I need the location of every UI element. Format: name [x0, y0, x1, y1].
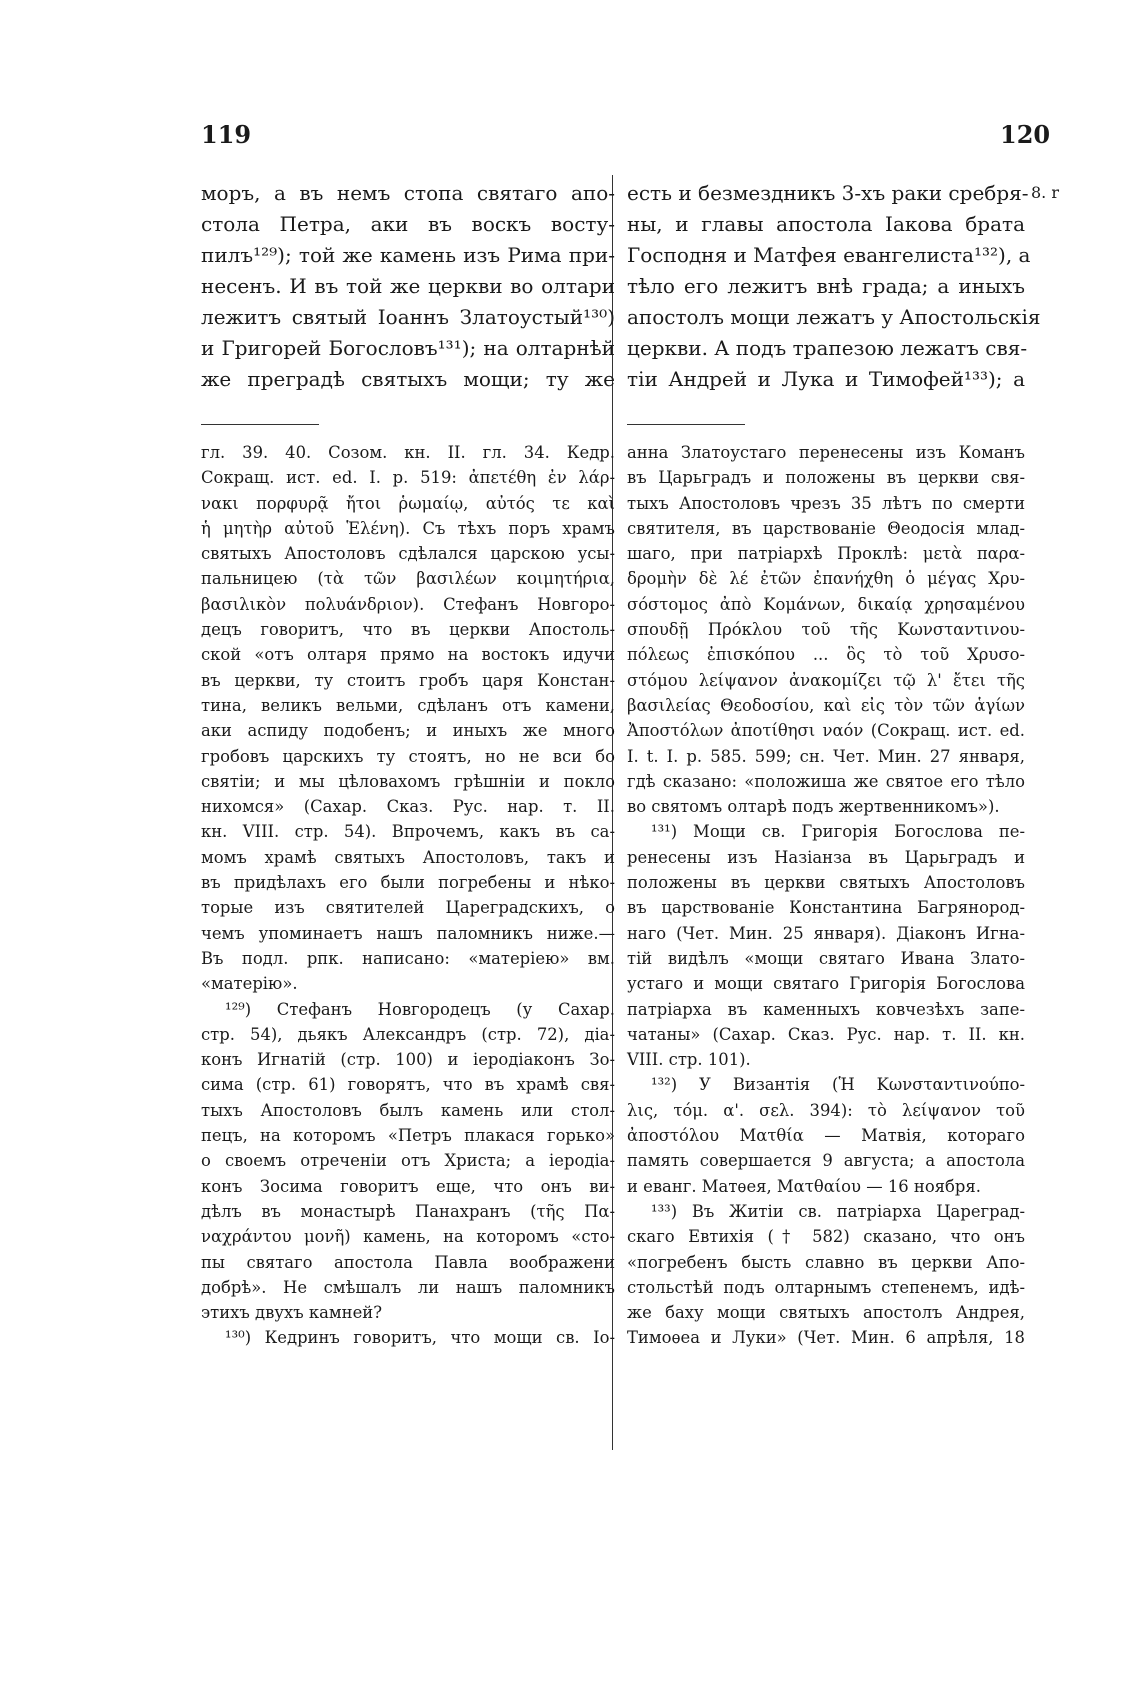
footnote-line: чатаны» (Сахар. Сказ. Рус. нар. т. II. кн.	[627, 1024, 1025, 1044]
footnote-line: децъ говоритъ, что въ церкви Апостоль-	[201, 620, 615, 640]
main-text-line: ны, и главы апостола Іакова брата	[627, 212, 1025, 236]
main-text-line: апостолъ мощи лежатъ у Апостольскія	[627, 305, 1041, 329]
footnote-line: въ царствованіе Константина Багрянород-	[627, 898, 1025, 918]
footnote-line: святыхъ Апостоловъ сдѣлался царскою усы-	[201, 544, 615, 564]
footnote-line: ¹³¹) Мощи св. Григорія Богослова пе-	[651, 822, 1025, 842]
footnote-line: I. t. I. p. 585. 599; сн. Чет. Мин. 27 января,	[627, 746, 1025, 766]
footnote-line: ¹³²) У Византія (Ἡ Κωνσταντινούπο-	[651, 1075, 1025, 1095]
main-text-line: тіи Андрей и Лука и Тимофей¹³³); а	[627, 367, 1025, 391]
footnote-line: святителя, въ царствованіе Θеодосія млад-	[627, 518, 1025, 538]
footnote-line: σόστομος ἀπὸ Κομάνων, δικαίᾳ χρησαμένου	[627, 594, 1025, 614]
footnote-line: въ Царьградъ и положены въ церкви свя-	[627, 468, 1025, 488]
footnote-line: чемъ упоминаетъ нашъ паломникъ ниже.—	[201, 923, 615, 943]
footnote-line: пецъ, на которомъ «Петръ плакася горько»	[201, 1126, 615, 1146]
main-text-line: Господня и Матфея евангелиста¹³²), а	[627, 243, 1031, 267]
footnote-line: тыхъ Апостоловъ чрезъ 35 лѣтъ по смерти	[627, 493, 1025, 513]
footnote-line: память совершается 9 августа; а апостола	[627, 1151, 1025, 1171]
footnote-line: ской «отъ олтаря прямо на востокъ идучи	[201, 645, 615, 665]
footnote-line: ¹³⁰) Кедринъ говоритъ, что мощи св. Іо-	[225, 1328, 615, 1348]
footnote-line: Тимоѳеа и Луки» (Чет. Мин. 6 апрѣля, 18	[627, 1328, 1025, 1348]
footnote-line: во святомъ олтарѣ подъ жертвенникомъ»).	[627, 797, 1000, 817]
footnote-line: добрѣ». Не смѣшалъ ли нашъ паломникъ	[201, 1277, 615, 1297]
footnote-line: σπουδῇ Πρόκλου τοῦ τῆς Κωνσταντινου-	[627, 620, 1025, 640]
footnote-line: же баху мощи святыхъ апостолъ Андрея,	[627, 1303, 1025, 1323]
footnote-line: Въ подл. рпк. написано: «матеріею» вм.	[201, 948, 615, 968]
footnote-line: VIII. стр. 101).	[627, 1050, 751, 1070]
footnote-line: сима (стр. 61) говорятъ, что въ храмѣ свя-	[201, 1075, 615, 1095]
footnote-line: στόμου λείψανον ἀνακομίζει τῷ λ' ἔτει τῆς	[627, 670, 1025, 690]
page-number-left: 119	[201, 120, 252, 149]
footnote-line: шаго, при патріархѣ Проклѣ: μετὰ παρα-	[627, 544, 1025, 564]
footnote-line: устаго и мощи святаго Григорія Богослова	[627, 974, 1025, 994]
main-text-line: церкви. А подъ трапезою лежатъ свя-	[627, 336, 1028, 360]
footnote-line: Сокращ. ист. ed. I. p. 519: ἀπετέθη ἐν λάρ-	[201, 468, 615, 488]
footnote-line: ἀποστόλου Ματθία — Матвія, котораго	[627, 1126, 1025, 1146]
right-footnotes	[627, 440, 1025, 1351]
footnote-line: въ придѣлахъ его были погребены и нѣко-	[201, 873, 615, 893]
left-main-text	[201, 178, 615, 395]
footnote-line: скаго Евтихія († 582) сказано, что онъ	[627, 1227, 1025, 1247]
main-text-line: и Григорей Богословъ¹³¹); на олтарнѣй	[201, 336, 615, 360]
main-text-line: пилъ¹²⁹); той же камень изъ Рима при-	[201, 243, 615, 267]
footnote-line: νακι πορφυρᾷ ἤτοι ῥωμαίῳ, αὐτός τε καὶ	[201, 493, 615, 513]
footnote-line: нихомся» (Сахар. Сказ. Рус. нар. т. II.	[201, 797, 615, 817]
left-footnotes	[201, 440, 615, 1351]
margin-note: 8. r	[1031, 183, 1059, 202]
main-text-line: тѣло его лежитъ внѣ града; а иныхъ	[627, 274, 1025, 298]
footnote-line: кн. VIII. стр. 54). Впрочемъ, какъ въ са-	[201, 822, 615, 842]
footnote-line: гробовъ царскихъ ту стоятъ, но не вси бо	[201, 746, 615, 766]
right-footnote-rule	[627, 424, 745, 425]
footnote-line: ναχράντου μονῆ) камень, на которомъ «сто-	[201, 1227, 615, 1247]
footnote-line: Ἀποστόλων ἀποτίθησι ναόν (Сокращ. ист. ed.	[627, 721, 1025, 741]
footnote-line: ἡ μητὴρ αὐτοῦ Ἑλένη). Съ тѣхъ поръ храмъ	[201, 518, 615, 538]
footnote-line: дѣлъ въ монастырѣ Панахранъ (τῆς Πα-	[201, 1201, 615, 1221]
footnote-line: анна Златоустаго перенесены изъ Команъ	[627, 443, 1025, 462]
footnote-line: тыхъ Апостоловъ былъ камень или стол-	[201, 1100, 615, 1120]
footnote-line: конъ Игнатій (стр. 100) и іеродіаконъ Зо-	[201, 1050, 615, 1070]
main-text-line: же преградѣ святыхъ мощи; ту же	[201, 367, 615, 391]
footnote-line: λις, τόμ. α'. σελ. 394): τὸ λείψανον τοῦ	[627, 1100, 1025, 1120]
footnote-line: δρομὴν δὲ λέ ἐτῶν ἐπανήχθη ὁ μέγας Χρυ-	[627, 569, 1025, 589]
footnote-line: момъ храмѣ святыхъ Апостоловъ, такъ и	[201, 847, 615, 867]
main-text-line: моръ, а въ немъ стопа святаго апо-	[201, 181, 615, 205]
footnote-line: ¹²⁹) Стефанъ Новгородецъ (у Сахар.	[225, 999, 615, 1019]
main-text-line: стола Петра, аки въ воскъ восту-	[201, 212, 615, 236]
footnote-line: въ церкви, ту стоитъ гробъ царя Констан-	[201, 670, 615, 690]
footnote-line: конъ Зосима говоритъ еще, что онъ ви-	[201, 1176, 615, 1196]
footnote-line: пы святаго апостола Павла воображени	[201, 1252, 615, 1272]
main-text-line: несенъ. И въ той же церкви во олтари	[201, 274, 615, 298]
footnote-line: положены въ церкви святыхъ Апостоловъ	[627, 873, 1025, 893]
footnote-line: «матерію».	[201, 974, 298, 994]
footnote-line: гл. 39. 40. Созом. кн. II. гл. 34. Кедр.	[201, 443, 615, 462]
page-number-right: 120	[1000, 120, 1051, 149]
main-text-line: лежитъ святый Іоаннъ Златоустый¹³⁰)	[201, 305, 615, 329]
footnote-line: этихъ двухъ камней?	[201, 1303, 383, 1323]
left-footnote-rule	[201, 424, 319, 425]
footnote-line: ренесены изъ Назіанза въ Царьградъ и	[627, 847, 1025, 867]
footnote-line: ¹³³) Въ Житіи св. патріарха Цареград-	[651, 1201, 1025, 1221]
footnote-line: торые изъ святителей Цареградскихъ, о	[201, 898, 615, 918]
main-text-line: есть и безмездникъ 3-хъ раки сребря-	[627, 181, 1029, 205]
footnote-line: βασιλείας Θεοδοσίου, καὶ εἰς τὸν τῶν ἁγίων	[627, 695, 1025, 715]
footnote-line: βασιλικὸν πολυάνδριον). Стефанъ Новгоро-	[201, 594, 615, 614]
footnote-line: и еванг. Матѳея, Ματθαίου — 16 ноября.	[627, 1176, 981, 1196]
footnote-line: аки аспиду подобенъ; и иныхъ же много	[201, 721, 615, 741]
footnote-line: «погребенъ бысть славно въ церкви Апо-	[627, 1252, 1025, 1272]
footnote-line: тій видѣлъ «мощи святаго Ивана Злато-	[627, 948, 1025, 968]
right-main-text	[627, 178, 1041, 395]
footnote-line: патріарха въ каменныхъ ковчезѣхъ запе-	[627, 999, 1025, 1019]
footnote-line: стольстѣй подъ олтарнымъ степенемъ, идѣ-	[627, 1277, 1025, 1297]
footnote-line: наго (Чет. Мин. 25 января). Діаконъ Игна-	[627, 923, 1025, 943]
footnote-line: πόλεως ἐπισκόπου ... ὃς τὸ τοῦ Χρυσο-	[627, 645, 1025, 665]
footnote-line: пальницею (τὰ τῶν βασιλέων κοιμητήρια,	[201, 569, 615, 589]
footnote-line: тина, великъ вельми, сдѣланъ отъ камени,	[201, 695, 615, 715]
footnote-line: гдѣ сказано: «положиша же святое его тѣло	[627, 771, 1025, 791]
footnote-line: стр. 54), дьякъ Александръ (стр. 72), діа-	[201, 1024, 615, 1044]
footnote-line: святіи; и мы цѣловахомъ грѣшніи и покло	[201, 771, 615, 791]
footnote-line: о своемъ отреченіи отъ Христа; а іеродіа-	[201, 1151, 615, 1171]
